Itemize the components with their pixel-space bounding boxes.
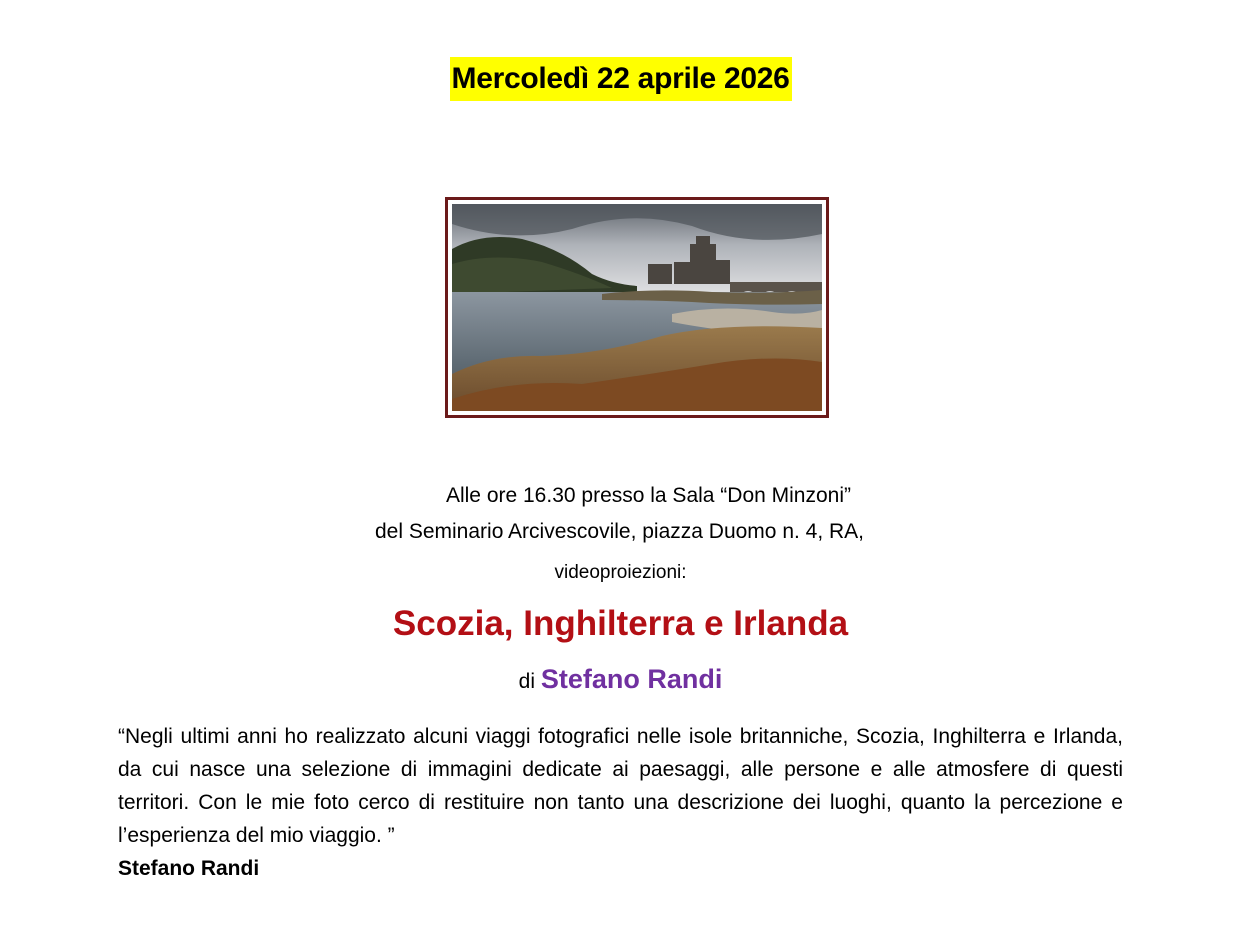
by-prefix: di [518,670,535,693]
date-header-wrap [0,57,1241,101]
castle-photo-frame [445,197,829,418]
event-title: Scozia, Inghilterra e Irlanda [392,604,849,643]
quote-signature: Stefano Randi [118,857,260,880]
author-line [0,660,1241,701]
castle-landscape-image [452,204,822,411]
event-date: Mercoledì 22 aprile 2026 [450,57,792,101]
event-type: videoproiezioni: [554,562,687,583]
author-name: Stefano Randi [540,664,723,694]
venue-line-1: Alle ore 16.30 presso la Sala “Don Minzoni” [445,484,852,507]
venue-line-2: del Seminario Arcivescovile, piazza Duomo n. 4, RA, [374,520,865,543]
author-quote: “Negli ultimi anni ho realizzato alcuni viaggi fotografici nelle isole britanniche, Scozia, Inghilterra e Irlanda, da cui nasce una selezione di immagini dedicate ai paesaggi, alle persone e alle atmosfere di questi territori. Con le mie foto cerco di restituire non tanto una descrizione dei luoghi, quanto la percezione e l’esperienza del mio viaggio. ” [118,725,1123,847]
